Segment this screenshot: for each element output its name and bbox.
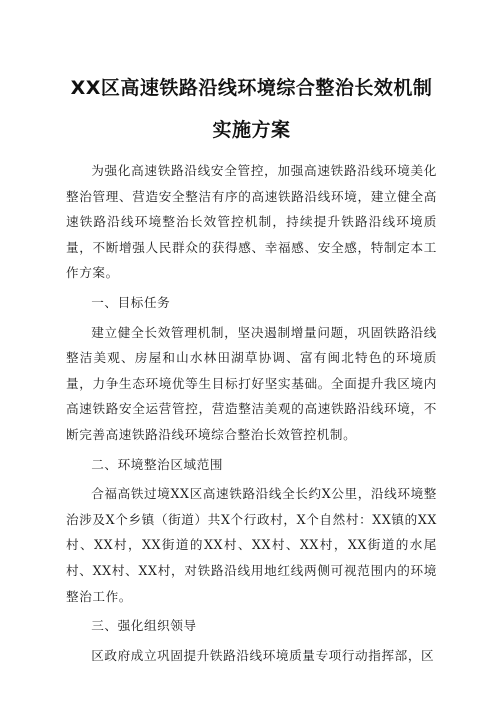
- section-heading-scope: 二、环境整治区域范围: [91, 456, 224, 472]
- section-body-leadership: 区政府成立巩固提升铁路沿线环境质量专项行动指挥部，区: [91, 647, 435, 663]
- title-line-1: XX区高速铁路沿线环境综合整治长效机制: [70, 77, 433, 99]
- section-body-goals: 建立健全长效管理机制，坚决遏制增量问题，巩固铁路沿线整洁美观、房屋和山水林田湖草协调、富有闽北特色的环境质量，力争生态环境优等生目标打好坚实基础。全面提升我区境内高速铁路安全运营管控，营造整洁美观的高速铁路沿线环境，不断完善高速铁路沿线环境综合整治长效管控机制。: [66, 324, 437, 442]
- title-line-2: 实施方案: [212, 119, 291, 141]
- section-heading-leadership: 三、强化组织领导: [91, 618, 197, 634]
- intro-paragraph: 为强化高速铁路沿线安全管控，加强高速铁路沿线环境美化整治管理、营造安全整洁有序的高速铁路沿线环境，建立健全高速铁路沿线环境整治长效管控机制，持续提升铁路沿线环境质量，不断增强人民群众的获得感、幸福感、安全感，特制定本工作方案。: [66, 163, 437, 281]
- document-body: [66, 158, 437, 668]
- section-body-scope: 合福高铁过境XX区高速铁路沿线全长约X公里，沿线环境整治涉及X个乡镇（街道）共X个行政村，X个自然村：XX镇的XX村、XX村，XX街道的XX村、XX村、XX村，XX街道的水尾村、XX村、XX村，对铁路沿线用地红线两侧可视范围内的环境整治工作。: [66, 486, 437, 604]
- section-heading-goals: 一、目标任务: [91, 294, 171, 310]
- document-title: [66, 70, 437, 148]
